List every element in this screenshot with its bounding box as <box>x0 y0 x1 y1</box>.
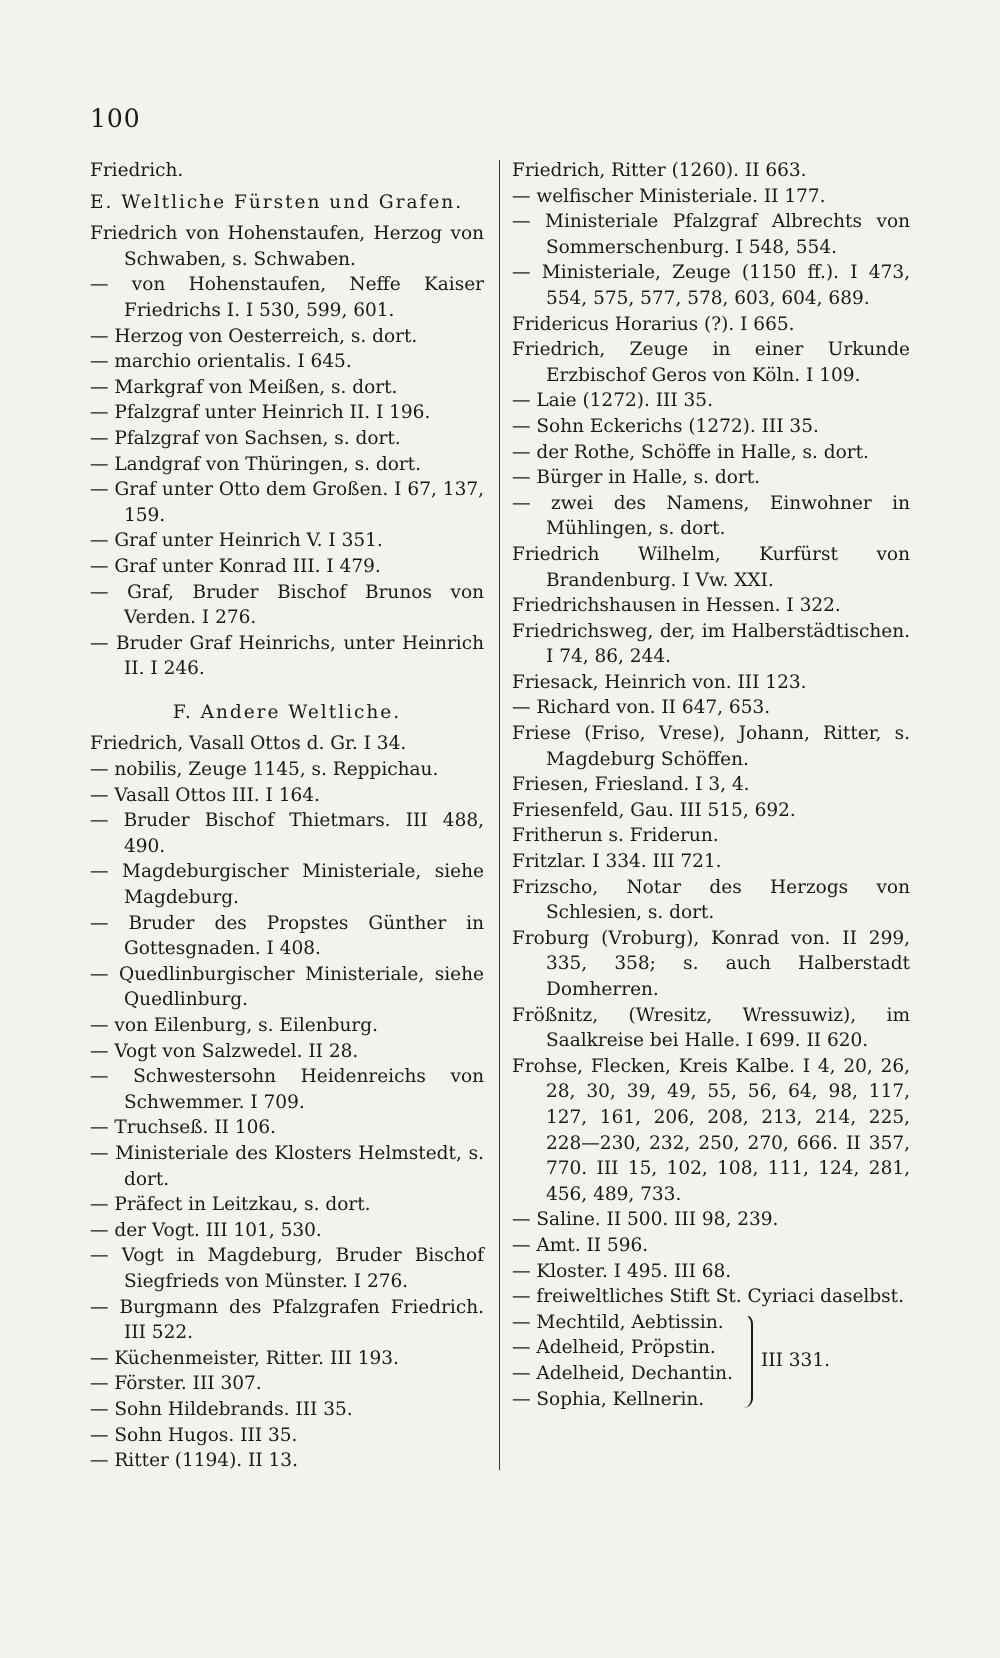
index-entry: — Amt. II 596. <box>512 1234 649 1256</box>
column-divider <box>499 160 500 1470</box>
page-number: 100 <box>90 104 141 133</box>
index-entry: — Schwestersohn Heidenreichs von Schwemmer. I 709. <box>90 1066 484 1113</box>
index-entry: — Bruder Graf Heinrichs, unter Heinrich II. I 246. <box>90 632 484 680</box>
index-entry: — Magdeburgischer Ministeriale, siehe Magdeburg. <box>90 861 484 909</box>
index-entry: — Sophia, Kellnerin. <box>512 1388 705 1410</box>
index-entry: — Saline. II 500. III 98, 239. <box>512 1209 779 1231</box>
index-entry: — Vasall Ottos III. I 164. <box>90 784 320 806</box>
index-entry: Frohse, Flecken, Kreis Kalbe. I 4, 20, 26, 28, 30, 39, 49, 55, 56, 64, 98, 117, 127, 161, 206, 208, 213, 214, 225, 228—230, 232, 250, 270, 666. II 357, 770. III 15, 102, 108, 111, 124, 281, 456, 489, 733. <box>512 1055 910 1205</box>
index-entry: Fritzlar. I 334. III 721. <box>512 851 722 873</box>
index-entry: — von Hohenstaufen, Neffe Kaiser Friedrichs I. I 530, 599, 601. <box>90 274 484 321</box>
index-entry: — Ministeriale, Zeuge (1150 ff.). I 473, 554, 575, 577, 578, 603, 604, 689. <box>512 262 910 309</box>
index-entry: — Graf unter Otto dem Großen. I 67, 137, 159. <box>90 479 484 526</box>
index-entry: — Ministeriale des Klosters Helmstedt, s. dort. <box>90 1142 484 1190</box>
index-entry: — Küchenmeister, Ritter. III 193. <box>90 1347 399 1369</box>
index-entry: Friesen, Friesland. I 3, 4. <box>512 774 750 796</box>
index-entry: Friese (Friso, Vrese), Johann, Ritter, s. Magdeburg Schöffen. <box>512 723 910 770</box>
index-entry: — Kloster. I 495. III 68. <box>512 1260 732 1282</box>
brace-bracket <box>737 1314 753 1408</box>
index-entry: Frößnitz, (Wresitz, Wressuwiz), im Saalkreise bei Halle. I 699. II 620. <box>512 1004 910 1052</box>
index-entry: — Förster. III 307. <box>90 1373 262 1395</box>
index-entry: Friedrich, Vasall Ottos d. Gr. I 34. <box>90 733 407 755</box>
index-entry: — Graf unter Heinrich V. I 351. <box>90 530 383 552</box>
index-entry: — Graf unter Konrad III. I 479. <box>90 555 381 577</box>
index-entry: Fritherun s. Friderun. <box>512 825 719 847</box>
index-entry: Froburg (Vroburg), Konrad von. II 299, 335, 358; s. auch Halberstadt Domherren. <box>512 927 910 1000</box>
index-entry: — Präfect in Leitzkau, s. dort. <box>90 1194 371 1216</box>
index-entry: — Sohn Hildebrands. III 35. <box>90 1398 353 1420</box>
index-entry: Friedrich von Hohenstaufen, Herzog von Schwaben, s. Schwaben. <box>90 223 484 270</box>
index-entry: — Richard von. II 647, 653. <box>512 697 771 719</box>
index-entry: — Vogt in Magdeburg, Bruder Bischof Siegfrieds von Münster. I 276. <box>90 1245 484 1292</box>
index-entry: — welfischer Ministeriale. II 177. <box>512 185 826 207</box>
index-entry: — zwei des Namens, Einwohner in Mühlingen, s. dort. <box>512 492 910 540</box>
index-entry: — Truchseß. II 106. <box>90 1117 277 1139</box>
index-entry: — Vogt von Salzwedel. II 28. <box>90 1040 359 1062</box>
index-entry: — Markgraf von Meißen, s. dort. <box>90 376 398 398</box>
section-heading-f: F. Andere Weltliche. <box>172 701 402 723</box>
grouped-entry-list <box>512 1310 733 1412</box>
index-entry: Friedrich Wilhelm, Kurfürst von Brandenburg. I Vw. XXI. <box>512 543 910 591</box>
index-entry: — Bruder des Propstes Günther in Gottesgnaden. I 408. <box>90 912 484 960</box>
entry-list-right <box>512 158 910 1310</box>
index-entry: Frizscho, Notar des Herzogs von Schlesien, s. dort. <box>512 876 910 924</box>
section-heading-e: E. Weltliche Fürsten und Grafen. <box>90 191 464 213</box>
index-entry: — Ministeriale Pfalzgraf Albrechts von Sommerschenburg. I 548, 554. <box>512 211 910 258</box>
index-entry: Fridericus Horarius (?). I 665. <box>512 313 795 335</box>
index-entry: — Sohn Hugos. III 35. <box>90 1424 298 1446</box>
index-entry: — Adelheid, Dechantin. <box>512 1362 733 1384</box>
index-entry: — Landgraf von Thüringen, s. dort. <box>90 453 421 475</box>
grouped-entries <box>512 1310 910 1412</box>
index-entry: — Bruder Bischof Thietmars. III 488, 490. <box>90 810 484 857</box>
index-entry: — Sohn Eckerichs (1272). III 35. <box>512 415 819 437</box>
index-entry: — Laie (1272). III 35. <box>512 390 713 412</box>
index-entry: Friesack, Heinrich von. III 123. <box>512 671 807 693</box>
grouped-reference: III 331. <box>760 1350 830 1372</box>
section-gap <box>90 682 484 694</box>
index-entry: — Pfalzgraf unter Heinrich II. I 196. <box>90 402 431 424</box>
index-entry: Friedrichshausen in Hessen. I 322. <box>512 595 841 617</box>
index-entry: — Mechtild, Aebtissin. <box>512 1311 724 1333</box>
entry-list-f <box>90 731 484 1473</box>
index-entry: — Herzog von Oesterreich, s. dort. <box>90 325 418 347</box>
entry-list-e <box>90 221 484 682</box>
right-column <box>512 158 910 1412</box>
index-entry: — Ritter (1194). II 13. <box>90 1450 298 1472</box>
index-entry: — der Rothe, Schöffe in Halle, s. dort. <box>512 441 869 463</box>
index-entry: — Adelheid, Pröpstin. <box>512 1337 716 1359</box>
index-entry: — nobilis, Zeuge 1145, s. Reppichau. <box>90 759 439 781</box>
index-entry: Friedrich, Zeuge in einer Urkunde Erzbischof Geros von Köln. I 109. <box>512 339 910 386</box>
index-entry: Friedrichsweg, der, im Halberstädtischen. I 74, 86, 244. <box>512 620 910 668</box>
index-entry: — Graf, Bruder Bischof Brunos von Verden. I 276. <box>90 581 484 629</box>
index-entry: Friedrich. <box>90 160 184 181</box>
index-entry: Friedrich, Ritter (1260). II 663. <box>512 160 807 181</box>
index-entry: — Bürger in Halle, s. dort. <box>512 467 761 489</box>
index-entry: — Quedlinburgischer Ministeriale, siehe Quedlinburg. <box>90 963 484 1011</box>
index-entry: — Pfalzgraf von Sachsen, s. dort. <box>90 427 401 449</box>
index-entry: — von Eilenburg, s. Eilenburg. <box>90 1015 378 1036</box>
index-entry: — der Vogt. III 101, 530. <box>90 1219 322 1241</box>
index-entry: Friesenfeld, Gau. III 515, 692. <box>512 799 796 821</box>
index-entry: — freiweltliches Stift St. Cyriaci daselbst. <box>512 1286 904 1308</box>
index-entry: — marchio orientalis. I 645. <box>90 351 352 373</box>
left-column <box>90 158 484 1474</box>
index-entry: — Burgmann des Pfalzgrafen Friedrich. III 522. <box>90 1296 484 1344</box>
